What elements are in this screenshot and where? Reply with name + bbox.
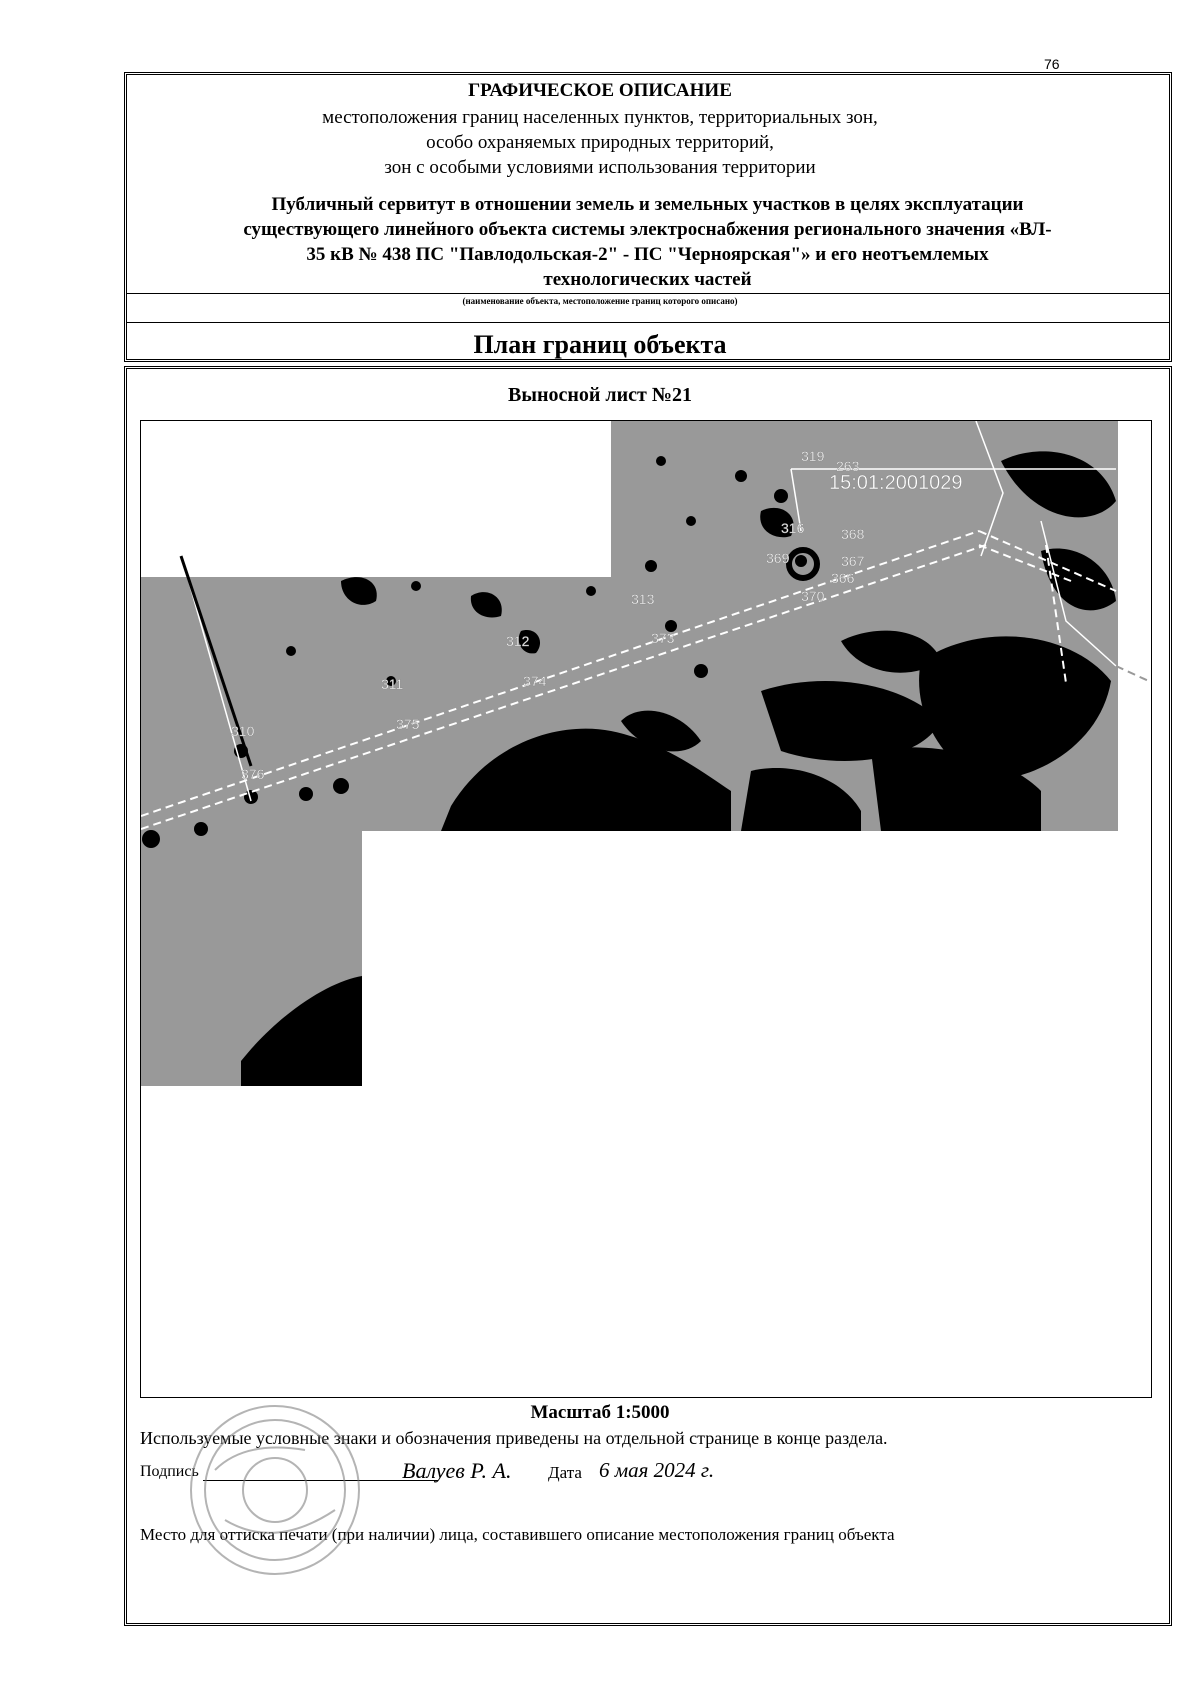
object-name: [150, 192, 1145, 292]
plan-title: План границ объекта: [473, 330, 727, 359]
object-name-line-3: 35 кВ № 438 ПС "Павлодольская-2" - ПС "Черноярская"» и его неотъемлемых: [306, 244, 989, 265]
legend-note: Используемые условные знаки и обозначения приведены на отдельной странице в конце раздела.: [140, 1428, 888, 1448]
point-label: 369: [766, 550, 790, 566]
header-subtitle-line-2: особо охраняемых природных территорий,: [426, 132, 774, 153]
header-subtitle-line-1: местоположения границ населенных пунктов, территориальных зон,: [322, 107, 878, 128]
point-label: 370: [801, 588, 825, 604]
point-label: 367: [841, 553, 865, 569]
point-label: 368: [841, 526, 865, 542]
signer-name: Валуев Р. А.: [402, 1458, 512, 1483]
point-label: 310: [231, 723, 255, 739]
header-subtitle-line-3: зон с особыми условиями использования территории: [384, 157, 816, 178]
document-title: ГРАФИЧЕСКОЕ ОПИСАНИЕ: [468, 80, 732, 101]
page-number: 76: [1044, 56, 1060, 72]
object-name-note: (наименование объекта, местоположение границ которого описано): [462, 296, 738, 306]
object-name-line-1: Публичный сервитут в отношении земель и земельных участков в целях эксплуатации: [271, 194, 1024, 215]
point-label: 366: [831, 570, 855, 586]
separator-line: [127, 293, 1169, 294]
point-label: 373: [651, 630, 675, 646]
map-view[interactable]: [140, 420, 1152, 1398]
signature-label: Подпись: [140, 1463, 199, 1480]
seal-note: Место для оттиска печати (при наличии) лица, составившего описание местоположения границ объекта: [140, 1525, 895, 1544]
date-value: 6 мая 2024 г.: [599, 1458, 715, 1482]
point-label: 319: [801, 448, 825, 464]
point-label: 263: [836, 458, 860, 474]
point-label: 376: [241, 766, 265, 782]
right-blank-strip: [1118, 421, 1151, 831]
sheet-title: Выносной лист №21: [508, 384, 692, 406]
map-canvas: [141, 421, 1151, 1397]
separator-line: [127, 322, 1169, 323]
point-label: 313: [631, 591, 655, 607]
date-label: Дата: [548, 1463, 582, 1482]
object-name-line-4: технологических частей: [543, 269, 752, 290]
seal-stamp: [185, 1400, 365, 1580]
point-label: 311: [381, 676, 404, 692]
parcel-number-label: 15:01:2001029: [829, 472, 963, 494]
point-label: 374: [523, 673, 547, 689]
point-label: 316: [781, 520, 805, 536]
point-label: 312: [506, 633, 530, 649]
point-label: 375: [396, 716, 420, 732]
blank-area: [141, 421, 611, 577]
map-scale: Масштаб 1:5000: [530, 1402, 670, 1423]
object-name-line-2: существующего линейного объекта системы электроснабжения регионального значения «ВЛ-: [243, 219, 1052, 240]
